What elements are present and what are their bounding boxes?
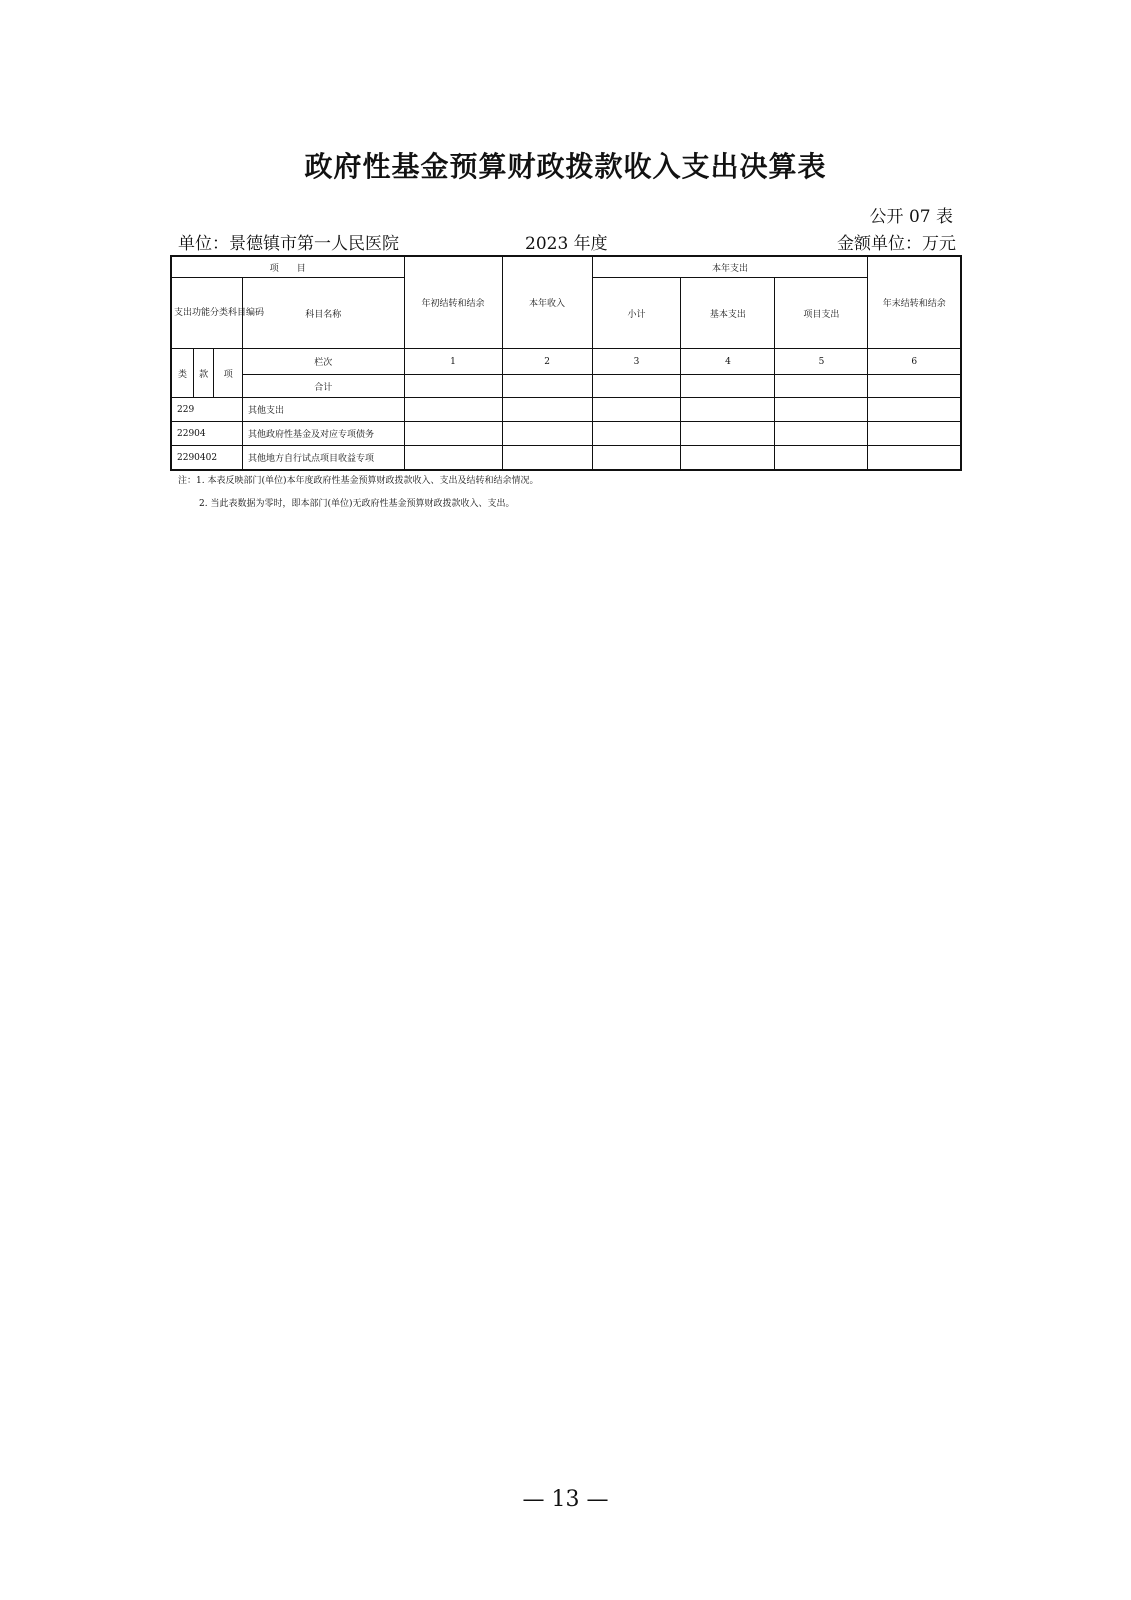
table-cell xyxy=(592,422,681,446)
total-label: 合计 xyxy=(243,375,404,398)
header-subtotal: 小计 xyxy=(592,278,681,349)
form-number: 公开 07 表 xyxy=(869,207,953,227)
total-cell xyxy=(868,375,961,398)
row-name: 其他地方自行试点项目收益专项 xyxy=(243,446,404,471)
page-title: 政府性基金预算财政拨款收入支出决算表 xyxy=(304,150,827,183)
total-row xyxy=(171,375,961,398)
note-2: 2. 当此表数据为零时，即本部门(单位)无政府性基金预算财政拨款收入、支出。 xyxy=(199,499,515,509)
total-cell xyxy=(681,375,775,398)
row-code: 2290402 xyxy=(171,446,243,471)
total-cell xyxy=(592,375,681,398)
note-1: 注：1. 本表反映部门(单位)本年度政府性基金预算财政拨款收入、支出及结转和结余情况。 xyxy=(178,476,539,486)
table-row xyxy=(171,446,961,471)
header-opening-balance: 年初结转和结余 xyxy=(404,256,502,349)
table-cell xyxy=(592,398,681,422)
table-cell xyxy=(681,398,775,422)
column-number-6: 6 xyxy=(868,349,961,375)
row-code: 229 xyxy=(171,398,243,422)
row-code: 22904 xyxy=(171,422,243,446)
table-row xyxy=(171,422,961,446)
table-cell xyxy=(592,446,681,471)
reporting-unit: 单位：景德镇市第一人民医院 xyxy=(178,234,399,254)
table-cell xyxy=(868,446,961,471)
column-number-5: 5 xyxy=(775,349,868,375)
total-cell xyxy=(404,375,502,398)
table-cell xyxy=(681,422,775,446)
table-cell xyxy=(502,398,592,422)
table-cell xyxy=(404,398,502,422)
header-subject-name: 科目名称 xyxy=(243,278,404,349)
header-project-expense: 项目支出 xyxy=(775,278,868,349)
table-cell xyxy=(775,422,868,446)
table-cell xyxy=(775,446,868,471)
header-xiang: 项 xyxy=(214,349,243,398)
header-func-code: 支出功能分类科目编码 xyxy=(171,278,243,349)
table-cell xyxy=(404,446,502,471)
column-number-3: 3 xyxy=(592,349,681,375)
table-cell xyxy=(404,422,502,446)
table-row xyxy=(171,398,961,422)
total-cell xyxy=(775,375,868,398)
currency-unit: 金额单位：万元 xyxy=(837,234,956,254)
table-cell xyxy=(681,446,775,471)
fiscal-year: 2023 年度 xyxy=(525,234,608,254)
header-item: 项 目 xyxy=(171,256,404,278)
header-kuan: 款 xyxy=(193,349,213,398)
table-notes xyxy=(178,470,538,516)
column-number-2: 2 xyxy=(502,349,592,375)
table-cell xyxy=(502,422,592,446)
header-row-top xyxy=(171,256,961,278)
column-label: 栏次 xyxy=(243,349,404,375)
report-meta xyxy=(178,229,956,253)
row-name: 其他支出 xyxy=(243,398,404,422)
table-cell xyxy=(868,422,961,446)
header-lei: 类 xyxy=(171,349,193,398)
header-current-expense: 本年支出 xyxy=(592,256,868,278)
header-closing-balance: 年末结转和结余 xyxy=(868,256,961,349)
column-number-1: 1 xyxy=(404,349,502,375)
table-cell xyxy=(502,446,592,471)
column-number-4: 4 xyxy=(681,349,775,375)
table-cell xyxy=(868,398,961,422)
header-basic-expense: 基本支出 xyxy=(681,278,775,349)
total-cell xyxy=(502,375,592,398)
column-number-row xyxy=(171,349,961,375)
budget-table xyxy=(170,255,962,471)
header-current-income: 本年收入 xyxy=(502,256,592,349)
page-number: — 13 — xyxy=(522,1487,609,1512)
row-name: 其他政府性基金及对应专项债务 xyxy=(243,422,404,446)
table-cell xyxy=(775,398,868,422)
